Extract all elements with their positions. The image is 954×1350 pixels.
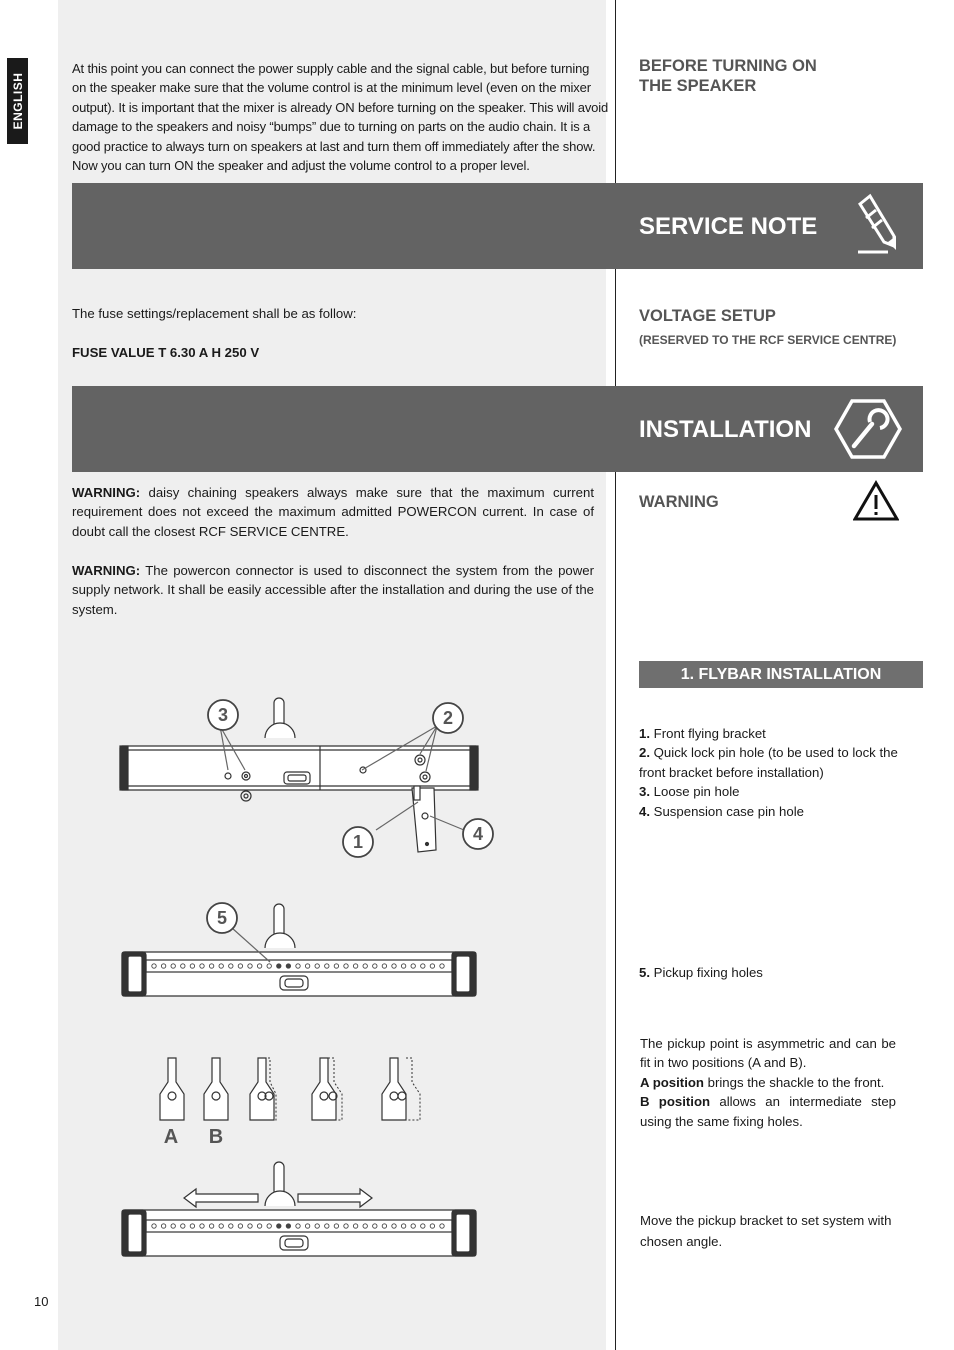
wrench-icon xyxy=(834,398,902,460)
installation-title: INSTALLATION xyxy=(639,416,812,443)
text-line: on the speaker make sure that the volume control is at the minimum level (even on the mixer xyxy=(72,80,591,96)
fuse-value: FUSE VALUE T 6.30 A H 250 V xyxy=(72,345,260,360)
callout-2: 2 xyxy=(442,708,454,728)
text-line: At this point you can connect the power supply cable and the signal cable, but before turning xyxy=(72,61,590,76)
pickup-description xyxy=(640,1034,896,1131)
fixing-hole xyxy=(277,964,281,968)
warning-triangle-icon xyxy=(853,480,899,522)
language-tab xyxy=(7,58,28,144)
move-bracket-text: Move the pickup bracket to set system with chosen angle. xyxy=(640,1213,892,1249)
pickup-holes-diagram xyxy=(100,898,520,1004)
language-label: ENGLISH xyxy=(10,72,25,130)
list-item: 2. Quick lock pin hole (to be used to lock the front bracket before installation) xyxy=(639,745,898,780)
pickup-holes-item: 5. Pickup fixing holes xyxy=(639,965,763,980)
callout-1: 1 xyxy=(352,832,364,852)
bracket-positions-diagram xyxy=(150,1050,440,1150)
warning-label: WARNING: xyxy=(72,563,141,578)
page-number: 10 xyxy=(34,1294,49,1309)
warning-heading: WARNING xyxy=(639,493,719,511)
fixing-hole xyxy=(286,1224,290,1228)
before-turning-on-text xyxy=(72,59,609,175)
warning-text: The powercon connector is used to disconnect the system from the power supply network. It shall be easily accessible after the installation and during the use of the system. xyxy=(72,563,594,617)
callout-5: 5 xyxy=(216,908,228,928)
b-position-text: B position allows an intermediate step using the same fixing holes. xyxy=(640,1094,896,1129)
pencil-icon xyxy=(852,192,904,258)
fuse-instruction: The fuse settings/replacement shall be as follow: xyxy=(72,306,357,321)
fixing-hole xyxy=(286,964,290,968)
warning-label: WARNING: xyxy=(72,485,141,500)
flybar-section-title: 1. FLYBAR INSTALLATION xyxy=(639,661,923,688)
flybar-diagram xyxy=(100,690,520,870)
voltage-setup-heading: VOLTAGE SETUP xyxy=(639,307,776,325)
before-turning-on-heading xyxy=(639,56,817,96)
heading-line: THE SPEAKER xyxy=(639,77,757,95)
warning-text: daisy chaining speakers always make sure that the maximum current requirement does not exceed the maximum admitted POWERCON current. In case of doubt call the closest RCF SERVICE CENTRE. xyxy=(72,485,594,539)
text-line: damage to the speakers and noisy “bumps” due to turning on parts on the audio chain. It is a xyxy=(72,119,591,135)
list-item: 1. Front flying bracket xyxy=(639,726,766,741)
callout-3: 3 xyxy=(217,705,229,725)
list-item: 3. Loose pin hole xyxy=(639,784,740,800)
flybar-parts-list xyxy=(639,724,907,821)
pickup-text: The pickup point is asymmetric and can be fit in two positions (A and B). xyxy=(640,1036,896,1071)
callout-4: 4 xyxy=(472,824,484,844)
warning-daisy-chain xyxy=(72,483,594,541)
text-line: Now you can turn ON the speaker and adjust the volume control to a proper level. xyxy=(72,158,530,174)
move-bracket-diagram xyxy=(100,1158,520,1262)
a-position-text: A position brings the shackle to the front. xyxy=(640,1074,885,1090)
warning-powercon xyxy=(72,561,594,619)
fixing-hole xyxy=(277,1224,281,1228)
text-line: good practice to always turn on speakers at last and turn them off immediately after the show. xyxy=(72,138,596,154)
position-a-label: A xyxy=(163,1126,179,1148)
position-b-label: B xyxy=(208,1126,224,1148)
service-note-title: SERVICE NOTE xyxy=(639,213,818,240)
list-item: 4. Suspension case pin hole xyxy=(639,803,804,819)
heading-line: BEFORE TURNING ON xyxy=(639,57,817,75)
text-line: output). It is important that the mixer is already ON before turning on the speaker. This will avoid xyxy=(72,99,609,115)
voltage-setup-subheading: (RESERVED TO THE RCF SERVICE CENTRE) xyxy=(639,333,897,347)
